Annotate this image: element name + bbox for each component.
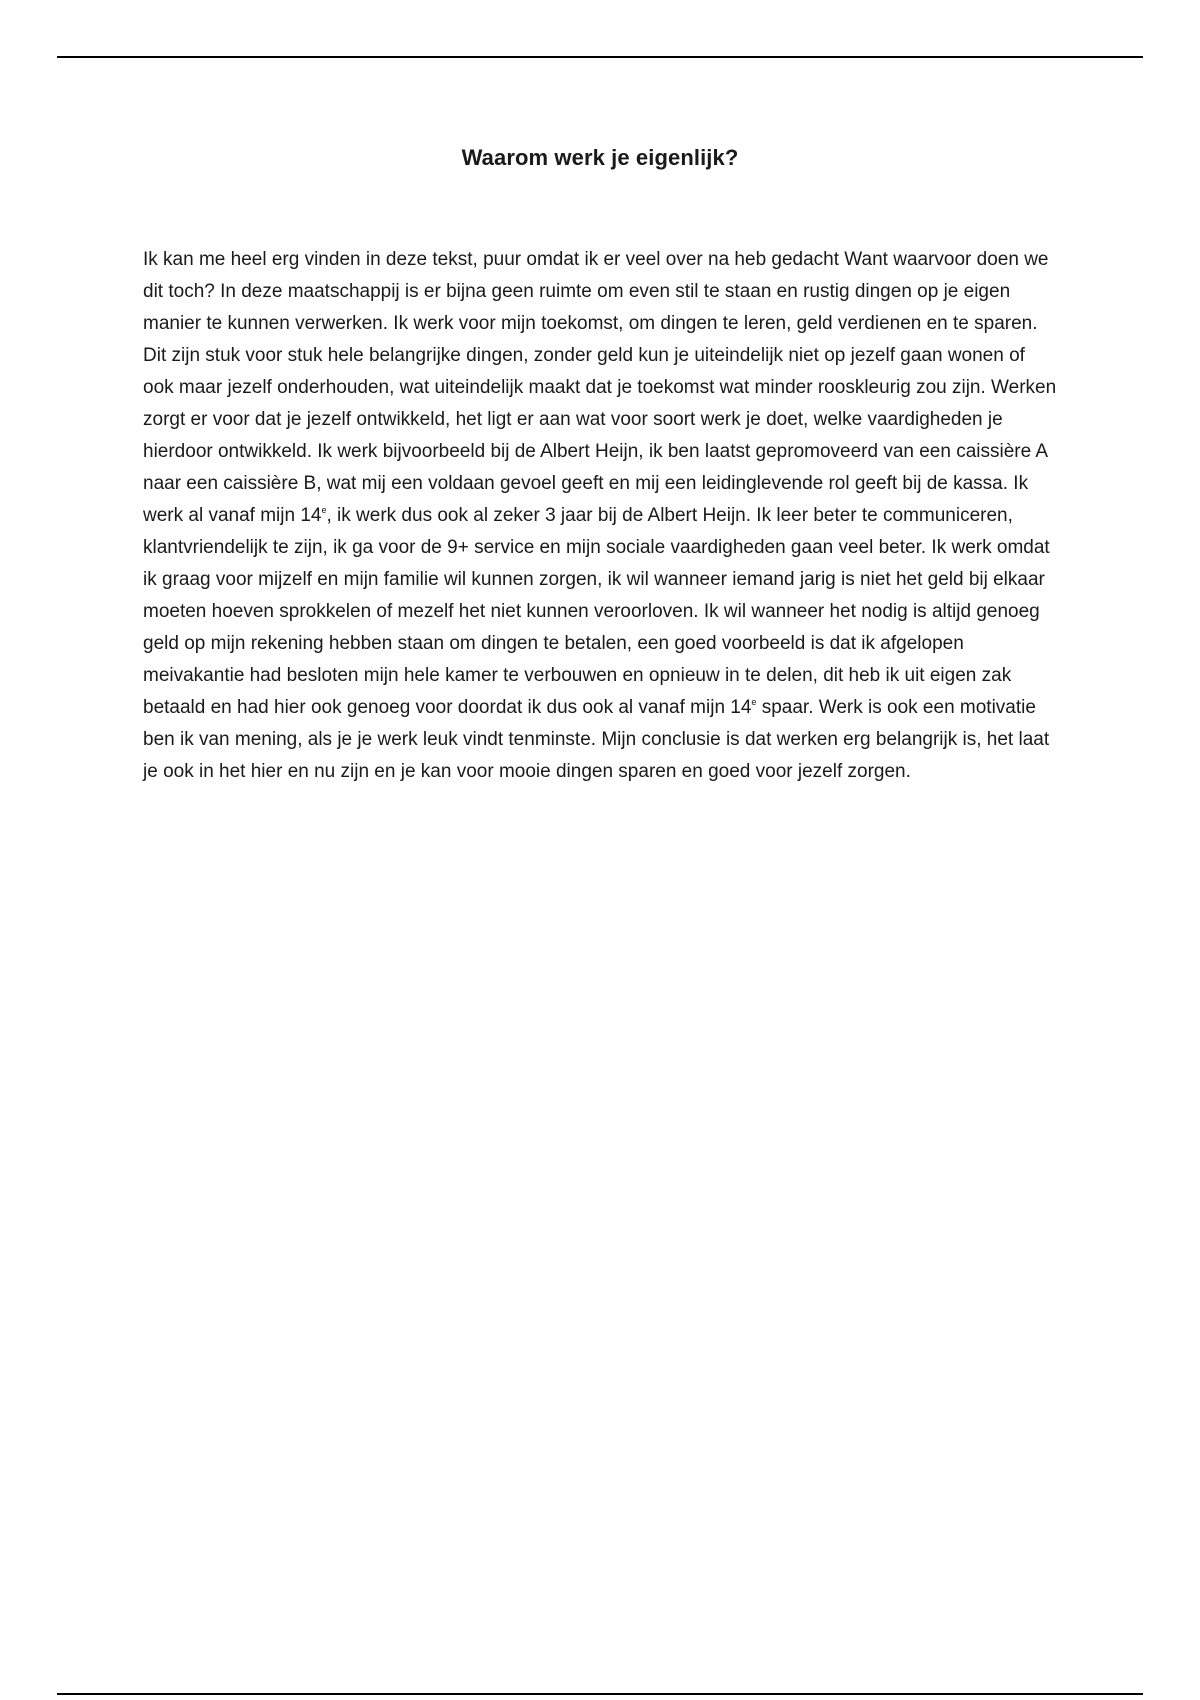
ordinal-suffix-2: e <box>751 697 757 707</box>
ordinal-suffix-1: e <box>321 505 327 515</box>
document-title: Waarom werk je eigenlijk? <box>461 145 739 170</box>
bottom-divider <box>57 1693 1143 1695</box>
paragraph-text-part-2: , ik werk dus ook al zeker 3 jaar bij de Albert Heijn. Ik leer beter te communiceren, klantvriendelijk te zijn, ik ga voor de 9+ service en mijn sociale vaardigheden gaan veel beter. Ik werk omdat ik graag voor mijzelf en mijn familie wil kunnen zorgen, ik wil wanneer iemand jarig is niet het geld bij elkaar moeten hoeven sprokkelen of mezelf het niet kunnen veroorloven. Ik wil wanneer het nodig is altijd genoeg geld op mijn rekening hebben staan om dingen te betalen, een goed voorbeeld is dat ik afgelopen meivakantie had besloten mijn hele kamer te verbouwen en opnieuw in te delen, dit heb ik uit eigen zak betaald en had hier ook genoeg voor doordat ik dus ook al vanaf mijn 14 <box>143 505 1050 718</box>
paragraph-text-part-1: Ik kan me heel erg vinden in deze tekst, puur omdat ik er veel over na heb gedacht Want waarvoor doen we dit toch? In deze maatschappij is er bijna geen ruimte om even stil te staan en rustig dingen op je eigen manier te kunnen verwerken. Ik werk voor mijn toekomst, om dingen te leren, geld verdienen en te sparen. Dit zijn stuk voor stuk hele belangrijke dingen, zonder geld kun je uiteindelijk niet op jezelf gaan wonen of ook maar jezelf onderhouden, wat uiteindelijk maakt dat je toekomst wat minder rooskleurig zou zijn. Werken zorgt er voor dat je jezelf ontwikkeld, het ligt er aan wat voor soort werk je doet, welke vaardigheden je hierdoor ontwikkeld. Ik werk bijvoorbeeld bij de Albert Heijn, ik ben laatst gepromoveerd van een caissière A naar een caissière B, wat mij een voldaan gevoel geeft en mij een leidinglevende rol geeft bij de kassa. Ik werk al vanaf mijn 14 <box>143 249 1057 526</box>
body-paragraph <box>143 244 1058 788</box>
top-divider <box>57 56 1143 58</box>
paragraph-text-part-3: spaar. Werk is ook een motivatie ben ik van mening, als je je werk leuk vindt tenminste. Mijn conclusie is dat werken erg belangrijk is, het laat je ook in het hier en nu zijn en je kan voor mooie dingen sparen en goed voor jezelf zorgen. <box>143 697 1050 782</box>
